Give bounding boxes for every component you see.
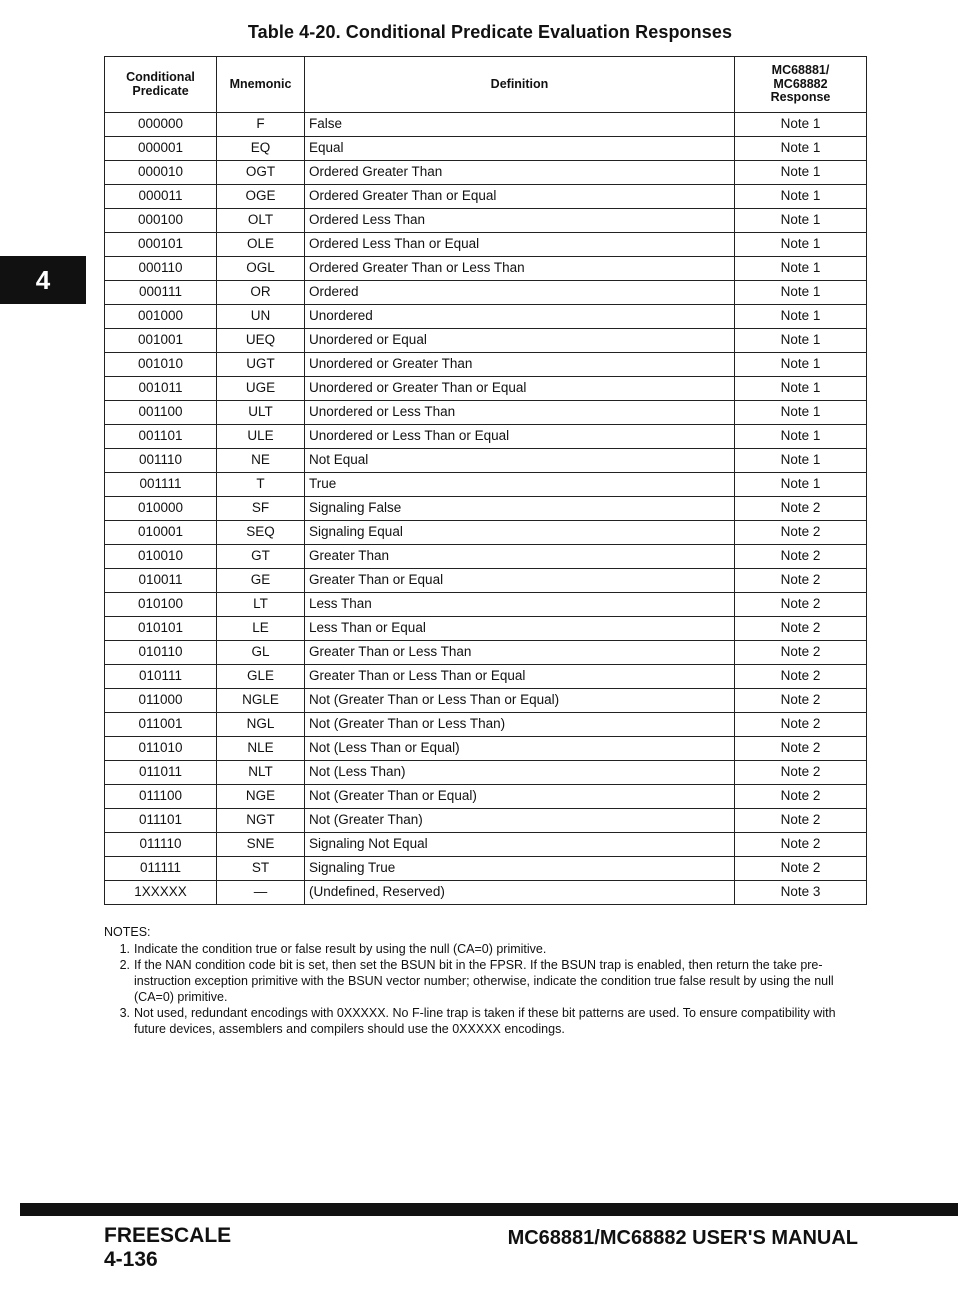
- response-cell: Note 1: [735, 209, 867, 233]
- predicate-code-cell: 000010: [105, 161, 217, 185]
- response-cell: Note 2: [735, 785, 867, 809]
- note-item: [104, 941, 868, 957]
- response-cell: Note 1: [735, 473, 867, 497]
- response-cell: Note 2: [735, 521, 867, 545]
- response-cell: Note 2: [735, 761, 867, 785]
- definition-cell: Equal: [305, 137, 735, 161]
- predicate-code-cell: 000000: [105, 113, 217, 137]
- table-row: [105, 689, 867, 713]
- table-row: [105, 113, 867, 137]
- note-text: Not used, redundant encodings with 0XXXXX. No F-line trap is taken if these bit patterns are used. To ensure compatibility with future devices, assemblers and compilers should use the 0XXXXX encodings.: [134, 1006, 836, 1036]
- predicate-code-cell: 010100: [105, 593, 217, 617]
- table-row: [105, 161, 867, 185]
- response-cell: Note 1: [735, 449, 867, 473]
- definition-cell: Signaling Equal: [305, 521, 735, 545]
- predicate-code-cell: 010011: [105, 569, 217, 593]
- table-row: [105, 737, 867, 761]
- mnemonic-cell: F: [217, 113, 305, 137]
- response-cell: Note 2: [735, 497, 867, 521]
- mnemonic-cell: OGL: [217, 257, 305, 281]
- header-response-line2: MC68882: [773, 76, 828, 91]
- table-row: [105, 881, 867, 905]
- definition-cell: Not (Greater Than or Less Than or Equal): [305, 689, 735, 713]
- table-row: [105, 617, 867, 641]
- definition-cell: Greater Than or Equal: [305, 569, 735, 593]
- predicate-code-cell: 011010: [105, 737, 217, 761]
- table-row: [105, 641, 867, 665]
- mnemonic-cell: —: [217, 881, 305, 905]
- table-row: [105, 137, 867, 161]
- table-row: [105, 593, 867, 617]
- definition-cell: Ordered Less Than: [305, 209, 735, 233]
- predicate-code-cell: 000001: [105, 137, 217, 161]
- definition-cell: Signaling True: [305, 857, 735, 881]
- predicate-table: [104, 56, 867, 905]
- predicate-code-cell: 011111: [105, 857, 217, 881]
- mnemonic-cell: ST: [217, 857, 305, 881]
- response-cell: Note 2: [735, 737, 867, 761]
- table-row: [105, 497, 867, 521]
- predicate-code-cell: 001001: [105, 329, 217, 353]
- table-row: [105, 761, 867, 785]
- definition-cell: Ordered Greater Than or Less Than: [305, 257, 735, 281]
- mnemonic-cell: SNE: [217, 833, 305, 857]
- definition-cell: Unordered or Less Than or Equal: [305, 425, 735, 449]
- predicate-code-cell: 001010: [105, 353, 217, 377]
- response-cell: Note 1: [735, 377, 867, 401]
- note-item: [104, 1005, 868, 1037]
- predicate-code-cell: 010001: [105, 521, 217, 545]
- header-mnemonic: Mnemonic: [217, 57, 305, 113]
- mnemonic-cell: UGT: [217, 353, 305, 377]
- response-cell: Note 2: [735, 665, 867, 689]
- mnemonic-cell: ULT: [217, 401, 305, 425]
- response-cell: Note 3: [735, 881, 867, 905]
- mnemonic-cell: OLE: [217, 233, 305, 257]
- table-row: [105, 281, 867, 305]
- table-row: [105, 353, 867, 377]
- response-cell: Note 2: [735, 641, 867, 665]
- response-cell: Note 1: [735, 185, 867, 209]
- footer-brand: FREESCALE: [104, 1224, 232, 1247]
- footer-page-number: 4-136: [104, 1248, 158, 1271]
- mnemonic-cell: GT: [217, 545, 305, 569]
- response-cell: Note 1: [735, 329, 867, 353]
- mnemonic-cell: UEQ: [217, 329, 305, 353]
- mnemonic-cell: GL: [217, 641, 305, 665]
- mnemonic-cell: GLE: [217, 665, 305, 689]
- mnemonic-cell: OGE: [217, 185, 305, 209]
- chapter-tab: 4: [0, 256, 86, 304]
- mnemonic-cell: NGL: [217, 713, 305, 737]
- header-predicate-line2: Predicate: [132, 83, 189, 98]
- table-row: [105, 833, 867, 857]
- response-cell: Note 2: [735, 833, 867, 857]
- response-cell: Note 2: [735, 545, 867, 569]
- definition-cell: Ordered Less Than or Equal: [305, 233, 735, 257]
- mnemonic-cell: NGLE: [217, 689, 305, 713]
- predicate-code-cell: 011001: [105, 713, 217, 737]
- header-response: [735, 57, 867, 113]
- notes: [104, 924, 868, 1037]
- predicate-code-cell: 010101: [105, 617, 217, 641]
- response-cell: Note 1: [735, 137, 867, 161]
- predicate-code-cell: 011000: [105, 689, 217, 713]
- table-row: [105, 713, 867, 737]
- response-cell: Note 2: [735, 857, 867, 881]
- definition-cell: Not (Less Than or Equal): [305, 737, 735, 761]
- definition-cell: Less Than or Equal: [305, 617, 735, 641]
- mnemonic-cell: NGT: [217, 809, 305, 833]
- table-row: [105, 185, 867, 209]
- predicate-code-cell: 011011: [105, 761, 217, 785]
- definition-cell: Less Than: [305, 593, 735, 617]
- mnemonic-cell: GE: [217, 569, 305, 593]
- definition-cell: Signaling False: [305, 497, 735, 521]
- definition-cell: Greater Than: [305, 545, 735, 569]
- table-row: [105, 425, 867, 449]
- mnemonic-cell: OLT: [217, 209, 305, 233]
- response-cell: Note 1: [735, 281, 867, 305]
- mnemonic-cell: NLE: [217, 737, 305, 761]
- definition-cell: Signaling Not Equal: [305, 833, 735, 857]
- definition-cell: True: [305, 473, 735, 497]
- predicate-code-cell: 001011: [105, 377, 217, 401]
- predicate-code-cell: 011100: [105, 785, 217, 809]
- definition-cell: Unordered or Greater Than: [305, 353, 735, 377]
- predicate-code-cell: 001100: [105, 401, 217, 425]
- definition-cell: Unordered or Less Than: [305, 401, 735, 425]
- response-cell: Note 1: [735, 257, 867, 281]
- response-cell: Note 2: [735, 713, 867, 737]
- note-text: Indicate the condition true or false result by using the null (CA=0) primitive.: [134, 942, 547, 956]
- predicate-code-cell: 000011: [105, 185, 217, 209]
- predicate-code-cell: 010010: [105, 545, 217, 569]
- definition-cell: Unordered or Greater Than or Equal: [305, 377, 735, 401]
- footer-manual-title: MC68881/MC68882 USER'S MANUAL: [507, 1227, 858, 1249]
- table-row: [105, 257, 867, 281]
- table-row: [105, 209, 867, 233]
- response-cell: Note 2: [735, 569, 867, 593]
- mnemonic-cell: OGT: [217, 161, 305, 185]
- predicate-code-cell: 000110: [105, 257, 217, 281]
- table-row: [105, 857, 867, 881]
- definition-cell: Not (Greater Than or Equal): [305, 785, 735, 809]
- predicate-code-cell: 001110: [105, 449, 217, 473]
- response-cell: Note 2: [735, 617, 867, 641]
- mnemonic-cell: UN: [217, 305, 305, 329]
- note-number: 3.: [119, 1006, 130, 1020]
- predicate-code-cell: 010110: [105, 641, 217, 665]
- response-cell: Note 1: [735, 401, 867, 425]
- header-predicate-line1: Conditional: [126, 69, 195, 84]
- table-row: [105, 569, 867, 593]
- table-row: [105, 401, 867, 425]
- predicate-code-cell: 011110: [105, 833, 217, 857]
- table-body: [105, 113, 867, 905]
- table-row: [105, 665, 867, 689]
- predicate-code-cell: 010111: [105, 665, 217, 689]
- note-number: 2.: [119, 958, 130, 972]
- predicate-code-cell: 001000: [105, 305, 217, 329]
- definition-cell: Not (Less Than): [305, 761, 735, 785]
- table-row: [105, 329, 867, 353]
- definition-cell: Ordered Greater Than: [305, 161, 735, 185]
- definition-cell: Ordered Greater Than or Equal: [305, 185, 735, 209]
- definition-cell: Unordered: [305, 305, 735, 329]
- predicate-code-cell: 010000: [105, 497, 217, 521]
- mnemonic-cell: NE: [217, 449, 305, 473]
- definition-cell: Greater Than or Less Than or Equal: [305, 665, 735, 689]
- response-cell: Note 1: [735, 425, 867, 449]
- table-row: [105, 377, 867, 401]
- table-title: Table 4-20. Conditional Predicate Evaluation Responses: [247, 22, 733, 42]
- table-header-row: [105, 57, 867, 113]
- response-cell: Note 1: [735, 353, 867, 377]
- table-row: [105, 233, 867, 257]
- mnemonic-cell: NGE: [217, 785, 305, 809]
- predicate-code-cell: 011101: [105, 809, 217, 833]
- footer-left: [104, 1224, 231, 1272]
- header-conditional-predicate: [105, 57, 217, 113]
- table-row: [105, 545, 867, 569]
- response-cell: Note 1: [735, 161, 867, 185]
- definition-cell: Greater Than or Less Than: [305, 641, 735, 665]
- predicate-code-cell: 001111: [105, 473, 217, 497]
- footer-rule: [20, 1203, 958, 1216]
- table-row: [105, 449, 867, 473]
- mnemonic-cell: UGE: [217, 377, 305, 401]
- predicate-code-cell: 000111: [105, 281, 217, 305]
- header-definition: Definition: [305, 57, 735, 113]
- mnemonic-cell: SEQ: [217, 521, 305, 545]
- mnemonic-cell: SF: [217, 497, 305, 521]
- definition-cell: Not Equal: [305, 449, 735, 473]
- mnemonic-cell: LT: [217, 593, 305, 617]
- predicate-code-cell: 1XXXXX: [105, 881, 217, 905]
- definition-cell: False: [305, 113, 735, 137]
- response-cell: Note 2: [735, 689, 867, 713]
- header-response-line1: MC68881/: [771, 62, 830, 77]
- table-row: [105, 521, 867, 545]
- note-text: If the NAN condition code bit is set, then set the BSUN bit in the FPSR. If the BSUN trap is enabled, then return the take pre-instruction exception primitive with the BSUN vector number; otherwise, indicate the condition true false result by using the null (CA=0) primitive.: [134, 958, 834, 1004]
- response-cell: Note 2: [735, 593, 867, 617]
- definition-cell: (Undefined, Reserved): [305, 881, 735, 905]
- predicate-code-cell: 000101: [105, 233, 217, 257]
- mnemonic-cell: OR: [217, 281, 305, 305]
- note-number: 1.: [119, 942, 130, 956]
- response-cell: Note 1: [735, 233, 867, 257]
- mnemonic-cell: ULE: [217, 425, 305, 449]
- response-cell: Note 1: [735, 113, 867, 137]
- mnemonic-cell: NLT: [217, 761, 305, 785]
- definition-cell: Ordered: [305, 281, 735, 305]
- response-cell: Note 1: [735, 305, 867, 329]
- predicate-code-cell: 001101: [105, 425, 217, 449]
- table-row: [105, 473, 867, 497]
- mnemonic-cell: LE: [217, 617, 305, 641]
- response-cell: Note 2: [735, 809, 867, 833]
- header-response-line3: Response: [770, 90, 831, 105]
- notes-heading: NOTES:: [104, 925, 151, 939]
- mnemonic-cell: T: [217, 473, 305, 497]
- predicate-code-cell: 000100: [105, 209, 217, 233]
- mnemonic-cell: EQ: [217, 137, 305, 161]
- note-item: [104, 957, 868, 1005]
- definition-cell: Not (Greater Than): [305, 809, 735, 833]
- table-row: [105, 305, 867, 329]
- table-row: [105, 785, 867, 809]
- definition-cell: Unordered or Equal: [305, 329, 735, 353]
- definition-cell: Not (Greater Than or Less Than): [305, 713, 735, 737]
- table-row: [105, 809, 867, 833]
